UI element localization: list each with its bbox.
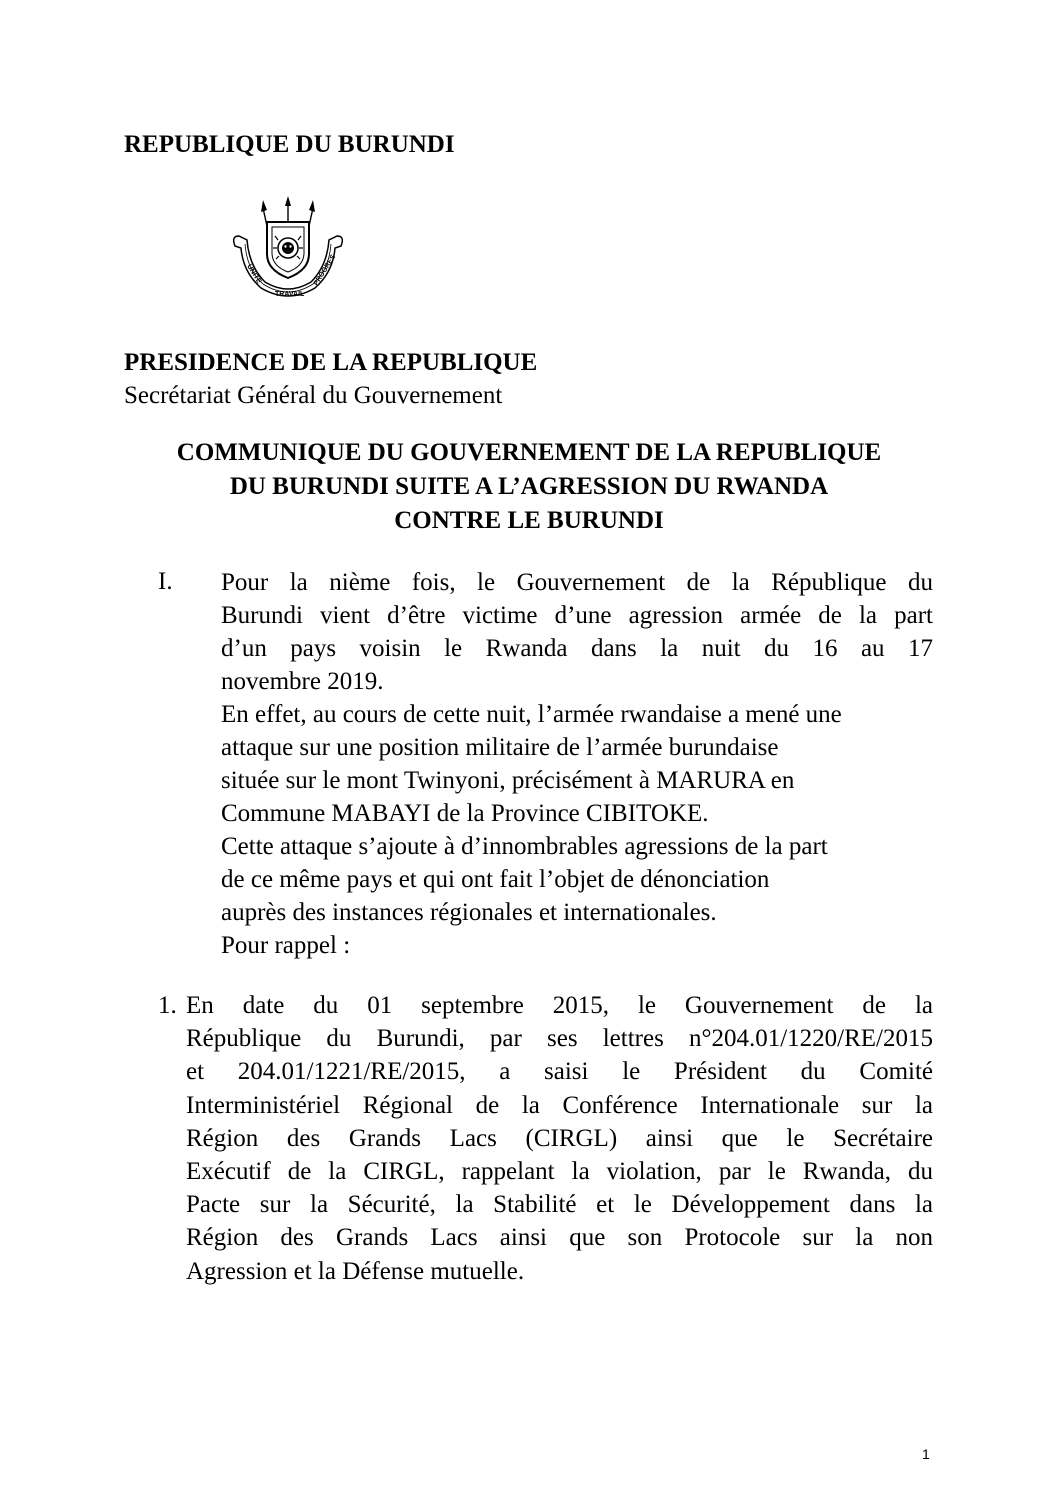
list-item-marker: 1. <box>158 992 177 1019</box>
para2-line: attaque sur une position militaire de l’armée burundaise <box>221 734 779 761</box>
para1-line: Burundi vient d’être victime d’une agression armée de la part <box>221 602 933 629</box>
title-line-3: CONTRE LE BURUNDI <box>394 507 664 534</box>
page-number: 1 <box>922 1446 930 1462</box>
presidence-heading: PRESIDENCE DE LA REPUBLIQUE <box>124 349 538 376</box>
svg-text:PROGRES: PROGRES <box>312 253 338 288</box>
coat-of-arms-emblem <box>225 196 351 302</box>
section-marker: I. <box>158 568 173 595</box>
title-line-2: DU BURUNDI SUITE A L’AGRESSION DU RWANDA <box>229 473 829 500</box>
item-line: Région des Grands Lacs ainsi que son Protocole sur la non <box>186 1224 933 1252</box>
section-1-paragraph-1 <box>221 566 933 698</box>
item-line: Interministériel Régional de la Conférence Internationale sur la <box>186 1091 933 1119</box>
item-line: République du Burundi, par ses lettres n°204.01/1220/RE/2015 <box>186 1025 933 1053</box>
item-line: Région des Grands Lacs (CIRGL) ainsi que le Secrétaire <box>186 1124 933 1152</box>
communique-title <box>100 436 958 538</box>
svg-text:UNITE: UNITE <box>245 263 263 285</box>
list-item-1-text <box>186 989 933 1288</box>
para1-line: d’un pays voisin le Rwanda dans la nuit du 16 au 17 <box>221 635 933 662</box>
para2-line: Pour rappel : <box>221 932 351 959</box>
para1-line: novembre 2019. <box>221 668 384 695</box>
para2-line: auprès des instances régionales et internationales. <box>221 899 717 926</box>
section-1-paragraph-2 <box>221 698 941 962</box>
para2-line: Commune MABAYI de la Province CIBITOKE. <box>221 800 709 827</box>
item-line: et 204.01/1221/RE/2015, a saisi le Président du Comité <box>186 1058 933 1086</box>
republic-heading: REPUBLIQUE DU BURUNDI <box>124 131 455 158</box>
item-line: Agression et la Défense mutuelle. <box>186 1257 525 1285</box>
item-line: Pacte sur la Sécurité, la Stabilité et le Développement dans la <box>186 1191 933 1219</box>
para2-line: de ce même pays et qui ont fait l’objet de dénonciation <box>221 866 770 893</box>
item-line: En date du 01 septembre 2015, le Gouvernement de la <box>186 992 933 1019</box>
title-line-1: COMMUNIQUE DU GOUVERNEMENT DE LA REPUBLIQUE <box>176 439 882 466</box>
emblem-motto-text: UNITE – TRAVAIL – PROGRES <box>225 196 239 197</box>
item-line: Exécutif de la CIRGL, rappelant la violation, par le Rwanda, du <box>186 1157 933 1185</box>
para2-line: située sur le mont Twinyoni, précisément à MARURA en <box>221 767 795 794</box>
para1-line: Pour la nième fois, le Gouvernement de la République du <box>221 569 933 596</box>
svg-text:TRAVAIL: TRAVAIL <box>275 291 305 298</box>
para2-line: Cette attaque s’ajoute à d’innombrables agressions de la part <box>221 833 828 860</box>
secretariat-subheading: Secrétariat Général du Gouvernement <box>124 382 503 409</box>
para2-line: En effet, au cours de cette nuit, l’armée rwandaise a mené une <box>221 701 842 728</box>
